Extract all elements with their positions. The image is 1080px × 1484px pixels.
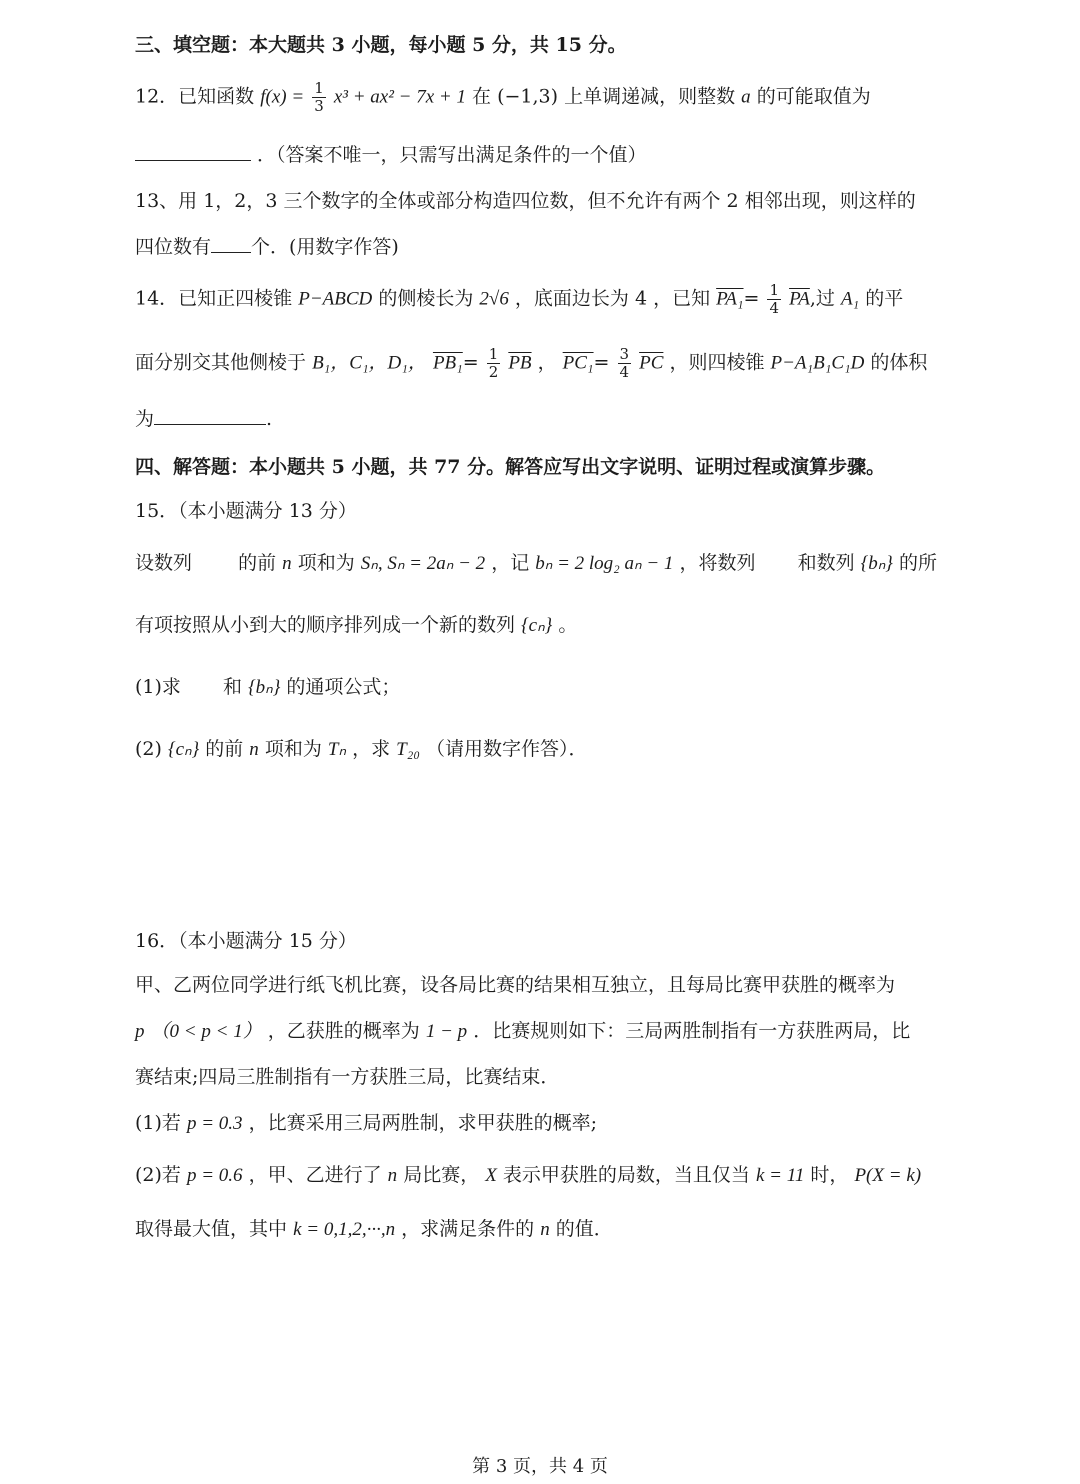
q12-number: 12．已知函数 (135, 85, 255, 108)
q12-polynomial: x³ + ax² − 7x + 1 (333, 86, 466, 108)
question-16-line-3: 赛结束;四局三胜制指有一方获胜三局，比赛结束． (135, 1066, 560, 1088)
question-16-line-5: 取得最大值，其中 k = 0,1,2,···,n ，求满足条件的 n 的值． (135, 1218, 613, 1240)
question-13-line-2: 四位数有 个．(用数字作答) (135, 236, 399, 258)
q15-sum-formula: Sₙ, Sₙ = 2aₙ − 2 (360, 553, 486, 574)
question-16-part-2: (2)若 p = 0.6 ，甲、乙进行了 n 局比赛， X 表示甲获胜的局数，当且仅当 k = 11 时， P(X = k) (135, 1164, 922, 1186)
question-15-part-2: (2) {cₙ} 的前 n 项和为 Tₙ ，求 T₂₀ （请用数字作答）． (135, 738, 588, 760)
q14-pyramid: P−ABCD (298, 288, 373, 310)
question-15-line-1: 设数列 的前 n 项和为 Sₙ, Sₙ = 2aₙ − 2 ，记 bₙ = 2 log₂ aₙ − 1 ，将数列 和数列 {bₙ} 的所 (135, 552, 937, 574)
question-12-line-2: ．（答案不唯一，只需写出满足条件的一个值） (135, 140, 1080, 167)
question-13-line-1: 13、用 1，2，3 三个数字的全体或部分构造四位数，但不允许有两个 2 相邻出现，则这样的 (135, 190, 916, 212)
q12-function: f(x) = (260, 86, 305, 108)
q14-base-length: 4 (634, 287, 648, 310)
question-14-line-2: 面分别交其他侧棱于 B₁，C₁，D₁， PB₁= $\frac{1}{2}$ $\overline{PB}$ ， PC₁= $\frac{3}{4}$ $\overline{PC}$ ，则四棱锥 P−A₁B₁C₁D 的体积 (135, 345, 928, 381)
q14-vector-pa1: PA₁ (716, 288, 744, 310)
question-16-header: 16．（本小题满分 15 分） (135, 930, 357, 952)
q12-answer-blank (135, 160, 251, 161)
q15-bn-formula: bₙ = 2 log₂ aₙ − 1 (535, 553, 674, 574)
question-15-line-2: 有项按照从小到大的顺序排列成一个新的数列 {cₙ} 。 (135, 614, 578, 636)
question-15-header: 15．（本小题满分 13 分） (135, 500, 357, 522)
question-16-line-2: p （0 < p < 1） ，乙获胜的概率为 1 − p ．比赛规则如下：三局两胜制指有一方获胜两局，比 (135, 1020, 911, 1042)
q12-interval: (−1,3) (497, 85, 559, 108)
section-3-title: 三、填空题：本大题共 3 小题，每小题 5 分，共 15 分。 (135, 34, 627, 56)
question-16-part-1: (1)若 p = 0.3 ，比赛采用三局两胜制，求甲获胜的概率; (135, 1112, 597, 1134)
question-12-line-1: 12．已知函数 f(x) = $\frac{1}{3}$ x³ + ax² − 7x + 1 在 (−1,3) 上单调递减，则整数 a 的可能取值为 (135, 79, 871, 115)
page-footer: 第 3 页，共 4 页 (472, 1456, 608, 1477)
question-14-line-3: 为 . (135, 408, 273, 430)
question-16-line-1: 甲、乙两位同学进行纸飞机比赛，设各局比赛的结果相互独立，且每局比赛甲获胜的概率为 (135, 974, 896, 996)
q12-fraction: $\frac{1}{3}$ (314, 79, 324, 115)
q14-edge-length: 2√6 (479, 288, 509, 310)
question-14-line-1: 14．已知正四棱锥 P−ABCD 的侧棱长为 2√6 ，底面边长为 4 ，已知 PA₁= $\frac{1}{4}$ $\overline{PA}$,过 A₁ 的平 (135, 281, 904, 317)
section-4-title: 四、解答题：本小题共 5 小题，共 77 分。解答应写出文字说明、证明过程或演算步骤。 (135, 456, 886, 478)
q14-answer-blank (154, 424, 266, 425)
q13-answer-blank (211, 252, 251, 253)
question-15-part-1: (1)求 和 {bₙ} 的通项公式； (135, 676, 401, 698)
